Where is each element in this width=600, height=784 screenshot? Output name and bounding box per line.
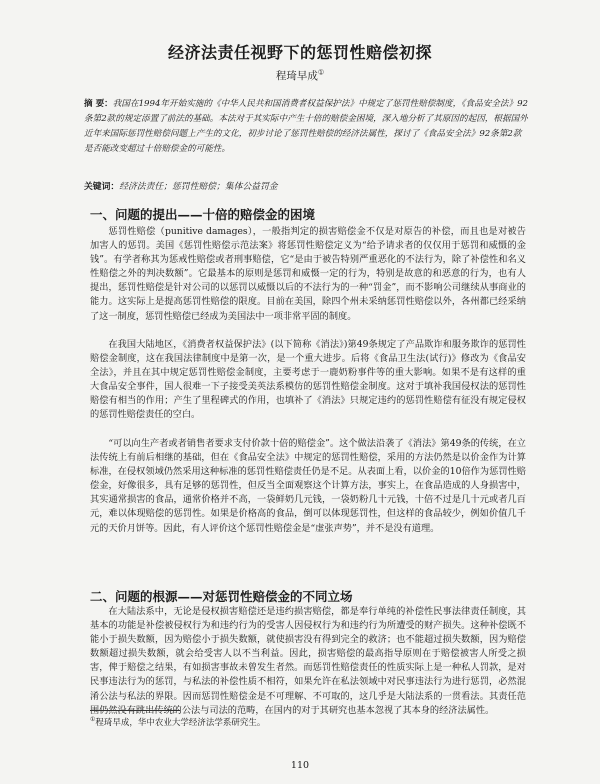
author-line	[0, 68, 600, 83]
keywords-label: 关键词：	[84, 182, 120, 192]
section1-paragraph-3: “可以向生产者或者销售者要求支付价款十倍的赔偿金”。这个做法沿袭了《消法》第49条的传统，在立法传统上有前后相继的基础，但在《食品安全法》中规定的惩罚性赔偿，采用的方法仍然是以价金作为计算标准，在侵权领域仍然采用这种标准的惩罚性赔偿责任仍是不足。从表面上看，以价金的10倍作为惩罚性赔偿金，好像很多，具有足够的惩罚性，但反当全面观察这个计算方法，事实上，在食品造成的人身损害中，其实通常损害的食品，通常价格并不高，一袋鲜奶几元钱，一袋奶粉几十元钱，十倍不过是几十元或者几百元，难以体现赔偿的惩罚性。如果是价格高的食品，倒可以体现惩罚性，但这样的食品较少，例如价值几千元的天价月饼等。因此，有人评价这个惩罚性赔偿金是“虚张声势”，并不是没有道理。	[90, 438, 526, 534]
section2-heading: 二、问题的根源——对惩罚性赔偿金的不同立场	[90, 589, 353, 604]
section1-paragraph-1: 惩罚性赔偿（punitive damages），一般指判定的损害赔偿金不仅是对原告的补偿，而且也是对被告加害人的惩罚。美国《惩罚性赔偿示范法案》将惩罚性赔偿定义为“给予请求者的仅仅用于惩罚和威慑的金钱”。有学者称其为惩戒性赔偿或者刑事赔偿，它“是由于被告特别严重恶化的不法行为，除了补偿性和名义性赔偿之外的判决数额”。它最基本的原则是惩罚和威慑一定的行为，特别是故意的和恶意的行为，也有人提出，惩罚性赔偿是针对公司的以惩罚以威慑以后的不法行为的一种“罚金”，而不影响公司继续从事商业的能力。这实际上是提高惩罚性赔偿的限度。目前在美国，除四个州未采纳惩罚性赔偿以外，各州都已经采纳了这一制度，惩罚性赔偿已经成为美国法中一项非常平固的制度。	[90, 226, 526, 322]
footnote-text: 程琦早成，华中农业大学经济法学系研究生。	[95, 718, 266, 728]
footnote-divider	[90, 710, 180, 711]
section2-paragraph-1: 在大陆法系中，无论是侵权损害赔偿还是违约损害赔偿，都是奉行单纯的补偿性民事法律责任制度，其基本的功能是补偿被侵权行为和违约行为的受害人因侵权行为和违约行为所遭受的财产损失。这种补偿既不能小于损失数额，因为赔偿小于损失数额，就使损害没有得到完全的救济；也不能超过损失数额，因为赔偿数额超过损失数额，就会给受害人以不当利益。因此，损害赔偿的最高指导原则在于赔偿被害人所受之损害，俾于赔偿之结果，有如损害事故未曾发生者然。而惩罚性赔偿责任的性质实际上是一种私人罚款，是对民事违法行为的惩罚，与私法的补偿性质不相符，如果允许在私法领域中对民事违法行为进行惩罚，必然混淆公法与私法的界限。因而惩罚性赔偿金是不可理解、不可取的，这几乎是大陆法系的一贯看法。其责任范围仍然没有跳出传统的公法与司法的范畴，在国内的对于其研究也基本忽视了其本身的经济法属性。	[90, 606, 526, 716]
keywords-text: 经济法责任；惩罚性赔偿；集体公益罚金	[119, 182, 278, 192]
author-name: 程琦早成	[275, 70, 318, 82]
section1-paragraph-2: 在我国大陆地区，《消费者权益保护法》(以下简称《消法》)第49条规定了产品欺诈和服务欺诈的惩罚性赔偿金制度，这在我国法律制度中是第一次，是一个重大进步。后将《食品卫生法(试行)》修改为《食品安全法》，并且在其中规定惩罚性赔偿金制度，主要考虑于一鹿奶粉事件等的重大影响。如果不是有这样的重大食品安全事件，国人很难一下子接受美英法系模仿的惩罚性赔偿金制度。这对于填补我国侵权法的惩罚性赔偿有相当的作用；产生了里程碑式的作用，也填补了《消法》只规定违约的惩罚性赔偿有征没有规定侵权的惩罚性赔偿责任的空白。	[90, 339, 526, 421]
footnote	[90, 716, 520, 728]
author-note-marker: ①	[317, 68, 325, 77]
abstract	[84, 97, 528, 157]
paper-title: 经济法责任视野下的惩罚性赔偿初探	[167, 43, 432, 62]
abstract-label: 摘 要：	[84, 99, 113, 109]
page-number: 110	[290, 760, 310, 771]
section1-heading: 一、问题的提出——十倍的赔偿金的困境	[90, 207, 316, 222]
footnote-marker: ①	[90, 716, 96, 724]
abstract-text: 我国在1994年开始实施的《中华人民共和国消费者权益保护法》中规定了惩罚性赔偿制度，《食品安全法》92条第2款的规定添置了前法的基础。本法对于其实际中产生十倍的赔偿金困境，深入地分析了其原因的起因，根据国外近年来国际惩罚性赔偿问题上产生的文化，初步讨论了惩罚性赔偿的经济法属性，探讨了《食品安全法》92条第2款是否能改变超过十倍赔偿金的可能性。	[84, 99, 529, 154]
keywords	[84, 179, 528, 192]
